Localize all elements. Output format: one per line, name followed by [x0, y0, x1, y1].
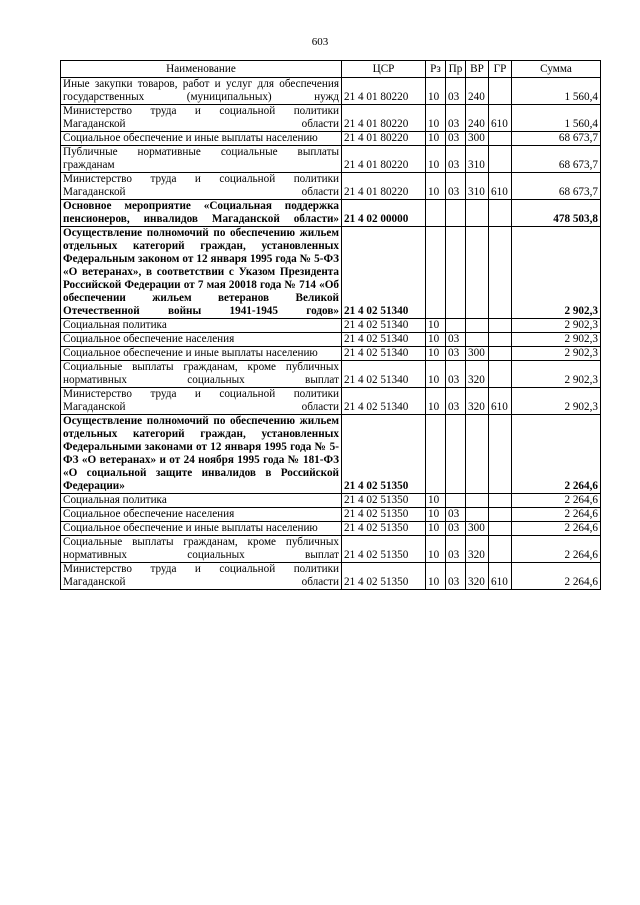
cell-vr: 320 [466, 536, 489, 563]
cell-csr: 21 4 02 51350 [342, 494, 426, 508]
cell-vr: 240 [466, 78, 489, 105]
cell-sum: 2 902,3 [512, 333, 601, 347]
cell-rz: 10 [426, 388, 446, 415]
cell-vr: 320 [466, 563, 489, 590]
cell-rz: 10 [426, 333, 446, 347]
cell-sum: 2 264,6 [512, 563, 601, 590]
header-pr: Пр [446, 61, 466, 78]
cell-sum: 2 902,3 [512, 227, 601, 319]
cell-sum: 2 902,3 [512, 361, 601, 388]
cell-rz: 10 [426, 494, 446, 508]
cell-sum: 1 560,4 [512, 105, 601, 132]
table-row [61, 361, 601, 388]
cell-vr: 310 [466, 146, 489, 173]
budget-table [60, 60, 601, 590]
table-header-row [61, 61, 601, 78]
table-row [61, 536, 601, 563]
cell-name: Основное мероприятие «Социальная поддержка пенсионеров, инвалидов Магаданской области» [61, 200, 342, 227]
cell-vr: 320 [466, 361, 489, 388]
cell-csr: 21 4 02 51340 [342, 388, 426, 415]
cell-name: Социальное обеспечение и иные выплаты населению [61, 347, 342, 361]
cell-csr: 21 4 02 51340 [342, 319, 426, 333]
table-row [61, 78, 601, 105]
table-row [61, 333, 601, 347]
cell-pr: 03 [446, 146, 466, 173]
table-row [61, 347, 601, 361]
table-row [61, 522, 601, 536]
cell-pr: 03 [446, 333, 466, 347]
table-row [61, 200, 601, 227]
cell-rz [426, 227, 446, 319]
cell-gr [489, 200, 512, 227]
cell-pr: 03 [446, 388, 466, 415]
cell-name: Министерство труда и социальной политики Магаданской области [61, 388, 342, 415]
cell-vr [466, 200, 489, 227]
cell-pr: 03 [446, 105, 466, 132]
cell-gr [489, 494, 512, 508]
cell-gr [489, 146, 512, 173]
cell-name: Социальное обеспечение и иные выплаты населению [61, 522, 342, 536]
cell-gr [489, 415, 512, 494]
cell-vr: 300 [466, 347, 489, 361]
cell-pr [446, 415, 466, 494]
cell-sum: 68 673,7 [512, 146, 601, 173]
table-row [61, 563, 601, 590]
cell-gr [489, 347, 512, 361]
header-gr: ГР [489, 61, 512, 78]
cell-pr [446, 227, 466, 319]
cell-csr: 21 4 02 51350 [342, 415, 426, 494]
cell-vr [466, 227, 489, 319]
cell-rz: 10 [426, 319, 446, 333]
cell-gr: 610 [489, 388, 512, 415]
cell-gr [489, 508, 512, 522]
cell-vr [466, 508, 489, 522]
header-sum: Сумма [512, 61, 601, 78]
header-csr: ЦСР [342, 61, 426, 78]
cell-csr: 21 4 02 51350 [342, 522, 426, 536]
cell-csr: 21 4 01 80220 [342, 132, 426, 146]
cell-vr: 320 [466, 388, 489, 415]
cell-sum: 68 673,7 [512, 173, 601, 200]
cell-vr [466, 333, 489, 347]
cell-sum: 2 264,6 [512, 494, 601, 508]
cell-sum: 2 264,6 [512, 415, 601, 494]
cell-rz: 10 [426, 522, 446, 536]
cell-csr: 21 4 02 51340 [342, 333, 426, 347]
cell-sum: 2 264,6 [512, 536, 601, 563]
cell-gr: 610 [489, 173, 512, 200]
cell-rz [426, 200, 446, 227]
cell-csr: 21 4 02 51350 [342, 563, 426, 590]
cell-csr: 21 4 02 51340 [342, 227, 426, 319]
cell-csr: 21 4 02 51350 [342, 536, 426, 563]
cell-sum: 2 902,3 [512, 388, 601, 415]
cell-sum: 2 902,3 [512, 347, 601, 361]
table-row [61, 105, 601, 132]
cell-gr [489, 319, 512, 333]
cell-csr: 21 4 02 00000 [342, 200, 426, 227]
cell-rz: 10 [426, 347, 446, 361]
cell-name: Социальное обеспечение и иные выплаты населению [61, 132, 342, 146]
cell-pr: 03 [446, 536, 466, 563]
cell-sum: 2 902,3 [512, 319, 601, 333]
table-row [61, 227, 601, 319]
cell-pr [446, 200, 466, 227]
cell-rz: 10 [426, 563, 446, 590]
cell-name: Министерство труда и социальной политики Магаданской области [61, 173, 342, 200]
cell-rz: 10 [426, 105, 446, 132]
page-number: 603 [311, 36, 329, 48]
cell-pr: 03 [446, 347, 466, 361]
cell-pr: 03 [446, 522, 466, 536]
cell-rz [426, 415, 446, 494]
cell-pr [446, 319, 466, 333]
cell-sum: 2 264,6 [512, 508, 601, 522]
cell-rz: 10 [426, 173, 446, 200]
cell-rz: 10 [426, 536, 446, 563]
cell-vr: 310 [466, 173, 489, 200]
table-row [61, 508, 601, 522]
cell-name: Иные закупки товаров, работ и услуг для обеспечения государственных (муниципальных) нужд [61, 78, 342, 105]
cell-gr [489, 522, 512, 536]
cell-pr [446, 494, 466, 508]
cell-pr: 03 [446, 132, 466, 146]
cell-rz: 10 [426, 146, 446, 173]
cell-gr [489, 536, 512, 563]
cell-name: Осуществление полномочий по обеспечению жильем отдельных категорий граждан, установленных Федеральным законом от 12 января 1995 года № 5-ФЗ «О ветеранах», в соответствии с Указом Президента Российской Федерации от 7 мая 20018 года № 714 «Об обеспечении жильем ветеранов Великой Отечественной войны 1941-1945 годов» [61, 227, 342, 319]
header-name: Наименование [61, 61, 342, 78]
cell-csr: 21 4 01 80220 [342, 173, 426, 200]
cell-name: Министерство труда и социальной политики Магаданской области [61, 105, 342, 132]
cell-sum: 2 264,6 [512, 522, 601, 536]
cell-rz: 10 [426, 78, 446, 105]
cell-gr: 610 [489, 105, 512, 132]
cell-pr: 03 [446, 361, 466, 388]
cell-name: Социальная политика [61, 319, 342, 333]
cell-vr [466, 319, 489, 333]
cell-csr: 21 4 02 51350 [342, 508, 426, 522]
cell-gr [489, 333, 512, 347]
cell-vr: 300 [466, 522, 489, 536]
cell-csr: 21 4 01 80220 [342, 78, 426, 105]
header-vr: ВР [466, 61, 489, 78]
cell-csr: 21 4 02 51340 [342, 361, 426, 388]
cell-csr: 21 4 01 80220 [342, 105, 426, 132]
cell-pr: 03 [446, 78, 466, 105]
cell-name: Социальное обеспечение населения [61, 333, 342, 347]
table-row [61, 146, 601, 173]
table-row [61, 388, 601, 415]
cell-csr: 21 4 01 80220 [342, 146, 426, 173]
cell-sum: 1 560,4 [512, 78, 601, 105]
cell-rz: 10 [426, 132, 446, 146]
cell-gr [489, 132, 512, 146]
cell-rz: 10 [426, 361, 446, 388]
table-row [61, 319, 601, 333]
cell-vr: 240 [466, 105, 489, 132]
cell-name: Публичные нормативные социальные выплаты гражданам [61, 146, 342, 173]
cell-pr: 03 [446, 563, 466, 590]
table-row [61, 494, 601, 508]
cell-vr [466, 494, 489, 508]
cell-name: Социальная политика [61, 494, 342, 508]
cell-name: Осуществление полномочий по обеспечению жильем отдельных категорий граждан, установленных Федеральными законами от 12 января 1995 года № 5-ФЗ «О ветеранах» и от 24 ноября 1995 года № 181-ФЗ «О социальной защите инвалидов в Российской Федерации» [61, 415, 342, 494]
cell-name: Министерство труда и социальной политики Магаданской области [61, 563, 342, 590]
cell-gr [489, 361, 512, 388]
cell-sum: 68 673,7 [512, 132, 601, 146]
cell-pr: 03 [446, 508, 466, 522]
cell-name: Социальные выплаты гражданам, кроме публичных нормативных социальных выплат [61, 361, 342, 388]
cell-sum: 478 503,8 [512, 200, 601, 227]
cell-gr [489, 78, 512, 105]
cell-vr: 300 [466, 132, 489, 146]
cell-name: Социальные выплаты гражданам, кроме публичных нормативных социальных выплат [61, 536, 342, 563]
table-row [61, 415, 601, 494]
cell-gr [489, 227, 512, 319]
cell-rz: 10 [426, 508, 446, 522]
cell-csr: 21 4 02 51340 [342, 347, 426, 361]
table-row [61, 173, 601, 200]
cell-gr: 610 [489, 563, 512, 590]
cell-name: Социальное обеспечение населения [61, 508, 342, 522]
cell-pr: 03 [446, 173, 466, 200]
header-rz: Рз [426, 61, 446, 78]
table-row [61, 132, 601, 146]
cell-vr [466, 415, 489, 494]
